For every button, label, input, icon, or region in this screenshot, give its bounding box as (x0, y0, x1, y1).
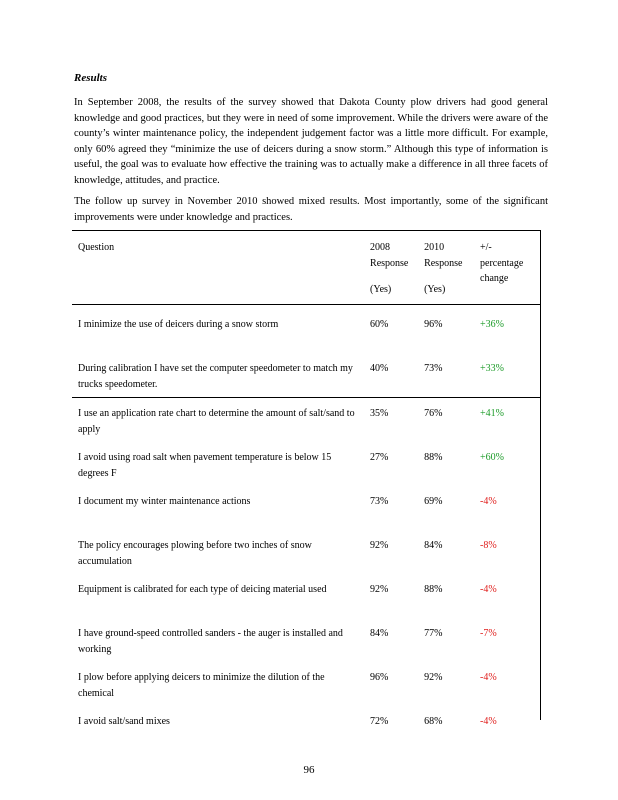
header-2010-response: Response (424, 257, 463, 269)
percentage-change-cell: -4% (480, 584, 497, 595)
response-2010-cell: 76% (424, 398, 480, 443)
response-2010-cell: 77% (424, 628, 443, 639)
response-2010-cell: 92% (424, 672, 443, 683)
response-2010-cell: 84% (424, 540, 443, 551)
header-question: Question (72, 231, 370, 305)
response-2010-cell: 73% (424, 363, 443, 374)
table-row (72, 706, 540, 750)
question-cell: During calibration I have set the computer speedometer to match my trucks speedometer. (78, 363, 353, 390)
percentage-change-cell: -8% (480, 540, 497, 551)
question-cell: Equipment is calibrated for each type of deicing material used (78, 584, 327, 595)
response-2008-cell: 84% (370, 628, 389, 639)
response-2010-cell: 88% (424, 452, 443, 463)
response-2008-cell: 92% (370, 540, 389, 551)
page-number: 96 (303, 764, 315, 776)
table-right-border (540, 230, 541, 720)
response-2008-cell: 96% (370, 672, 389, 683)
percentage-change-cell: +41% (480, 398, 540, 443)
percentage-change-cell: -7% (480, 628, 497, 639)
header-2010-yes: (Yes) (424, 284, 446, 295)
header-2008-year: 2008 (370, 242, 391, 253)
table-row (72, 618, 540, 662)
table-row (72, 486, 540, 530)
question-cell: I plow before applying deicers to minimize the dilution of the chemical (78, 672, 325, 699)
question-cell: I avoid salt/sand mixes (78, 716, 170, 727)
response-2008-cell: 40% (370, 363, 389, 374)
question-cell: I use an application rate chart to determine the amount of salt/sand to apply (72, 398, 370, 443)
percentage-change-cell: -4% (480, 672, 497, 683)
percentage-change-cell: +36% (480, 305, 540, 354)
response-2008-cell: 72% (370, 716, 389, 727)
response-2008-cell: 35% (370, 398, 424, 443)
response-2010-cell: 96% (424, 305, 480, 354)
results-paragraph-2: The follow up survey in November 2010 showed mixed results. Most importantly, some of the significant improvements were under knowledge and practices. (74, 196, 548, 223)
response-2010-cell: 68% (424, 716, 443, 727)
question-cell: I document my winter maintenance actions (78, 496, 251, 507)
header-2010 (424, 231, 480, 305)
table-row (72, 574, 540, 618)
question-cell: I have ground-speed controlled sanders - the auger is installed and working (78, 628, 343, 655)
header-2010-year: 2010 (424, 242, 445, 253)
response-2008-cell: 27% (370, 452, 389, 463)
table-row (72, 530, 540, 574)
response-2010-cell: 69% (424, 496, 443, 507)
percentage-change-cell: +60% (480, 452, 504, 463)
results-paragraph-1: In September 2008, the results of the survey showed that Dakota County plow drivers had good general knowledge and good practices, but they were in need of some improvement. While the drivers were aware of the county’s winter maintenance policy, the independent judgement factor was a little more difficult. For example, only 60% agreed they “minimize the use of deicers during a snow storm.” Although this type of information is useful, the goal was to evaluate how effective the training was to actually make a difference in all three facets of knowledge, attitudes, and practice. (74, 97, 548, 186)
question-cell: I minimize the use of deicers during a snow storm (72, 305, 370, 354)
response-2008-cell: 73% (370, 496, 389, 507)
table-header-row (72, 231, 540, 305)
table-row (72, 398, 540, 443)
question-cell: The policy encourages plowing before two inches of snow accumulation (78, 540, 312, 567)
table-row (72, 442, 540, 486)
percentage-change-cell: +33% (480, 363, 504, 374)
header-change (480, 231, 540, 305)
header-2008-yes: (Yes) (370, 284, 392, 295)
header-change-label: percentage change (480, 257, 524, 284)
question-cell: I avoid using road salt when pavement temperature is below 15 degrees F (78, 452, 332, 479)
response-2010-cell: 88% (424, 584, 443, 595)
table-row (72, 305, 540, 354)
percentage-change-cell: -4% (480, 496, 497, 507)
survey-results-table (72, 230, 540, 750)
header-change-sign: +/- (480, 242, 492, 253)
table-row (72, 662, 540, 706)
section-heading: Results (74, 72, 108, 84)
header-2008-response: Response (370, 257, 409, 269)
table-row (72, 353, 540, 398)
response-2008-cell: 60% (370, 305, 424, 354)
response-2008-cell: 92% (370, 584, 389, 595)
header-2008 (370, 231, 424, 305)
percentage-change-cell: -4% (480, 716, 497, 727)
